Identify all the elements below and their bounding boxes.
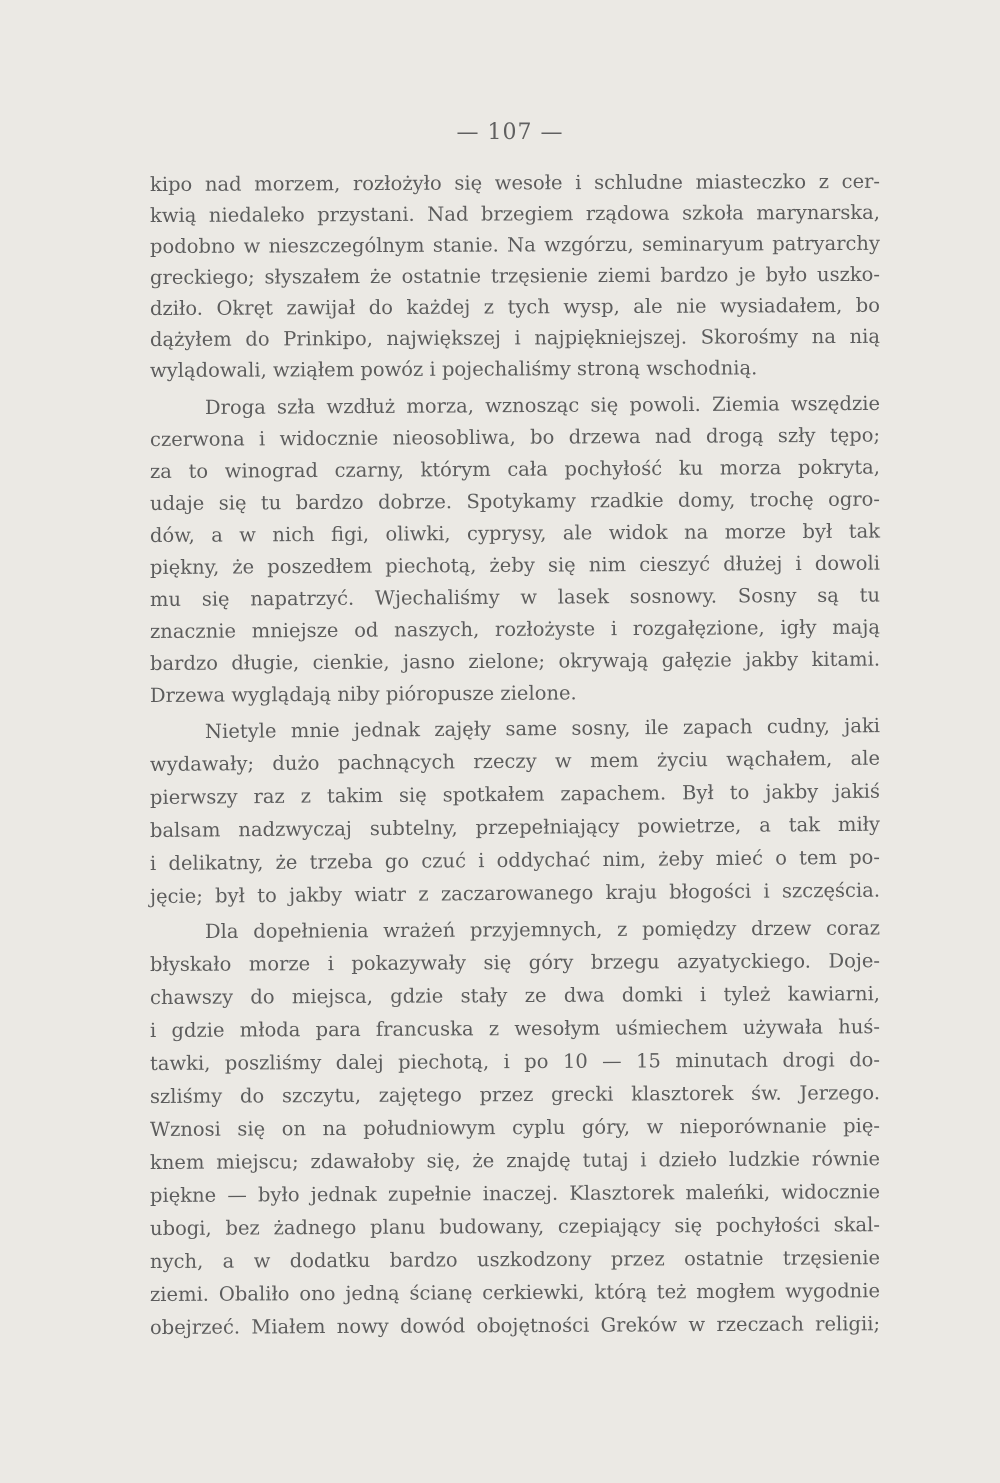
text-line: dążyłem do Prinkipo, największej i najpiękniejszej. Skorośmy na nią	[149, 324, 881, 351]
text-line: dziło. Okręt zawijał do każdej z tych wysp, ale nie wysiadałem, bo	[149, 293, 881, 320]
text-line: jęcie; był to jakby wiatr z zaczarowanego kraju błogości i szczęścia.	[149, 878, 881, 908]
text-line: ziemi. Obaliło ono jedną ścianę cerkiewki, którą też mogłem wygodnie	[149, 1279, 881, 1306]
text-line: czerwona i widocznie nieosobliwa, bo drzewa nad drogą szły tępo;	[149, 423, 881, 451]
text-line: knem miejscu; zdawałoby się, że znajdę tutaj i dzieło ludzkie równie	[149, 1147, 881, 1174]
text-line: obejrzeć. Miałem nowy dowód obojętności Greków w rzeczach religii;	[149, 1312, 881, 1339]
text-line: piękny, że poszedłem piechotą, żeby się nim cieszyć dłużej i dowoli	[149, 551, 881, 579]
text-line: Wznosi się on na południowym cyplu góry, w nieporównanie pię-	[149, 1114, 881, 1141]
text-line: Droga szła wzdłuż morza, wznosząc się powoli. Ziemia wszędzie	[204, 391, 881, 419]
text-line: kipo nad morzem, rozłożyło się wesołe i schludne miasteczko z cer-	[149, 169, 881, 196]
text-line: nych, a w dodatku bardzo uszkodzony przez ostatnie trzęsienie	[149, 1246, 881, 1273]
text-line: dów, a w nich figi, oliwki, cyprysy, ale widok na morze był tak	[149, 519, 881, 547]
text-line: Drzewa wyglądają niby pióropusze zielone.	[149, 681, 577, 707]
text-line: podobno w nieszczególnym stanie. Na wzgórzu, seminaryum patryarchy	[149, 231, 881, 258]
text-line: tawki, poszliśmy dalej piechotą, i po 10 — 15 minutach drogi do-	[149, 1048, 881, 1075]
text-line: znacznie mniejsze od naszych, rozłożyste i rozgałęzione, igły mają	[149, 615, 881, 643]
text-line: greckiego; słyszałem że ostatnie trzęsienie ziemi bardzo je było uszko-	[149, 262, 881, 289]
text-line: piękne — było jednak zupełnie inaczej. Klasztorek maleńki, widocznie	[149, 1180, 881, 1207]
text-line: chawszy do miejsca, gdzie stały ze dwa domki i tyleż kawiarni,	[149, 982, 881, 1009]
text-line: i gdzie młoda para francuska z wesołym uśmiechem używała huś-	[149, 1015, 881, 1042]
text-line: Nietyle mnie jednak zajęły same sosny, ile zapach cudny, jaki	[204, 714, 881, 743]
text-line: szliśmy do szczytu, zajętego przez grecki klasztorek św. Jerzego.	[149, 1081, 881, 1108]
text-line: za to winograd czarny, którym cała pochyłość ku morza pokryta,	[149, 455, 881, 483]
text-line: błyskało morze i pokazywały się góry brzegu azyatyckiego. Doje-	[149, 949, 881, 976]
text-line: ubogi, bez żadnego planu budowany, czepiający się pochyłości skal-	[149, 1213, 881, 1240]
text-line: bardzo długie, cienkie, jasno zielone; okrywają gałęzie jakby kitami.	[149, 647, 881, 675]
text-line: wydawały; dużo pachnących rzeczy w mem życiu wąchałem, ale	[149, 746, 881, 776]
text-line: mu się napatrzyć. Wjechaliśmy w lasek sosnowy. Sosny są tu	[149, 583, 881, 611]
text-line: udaje się tu bardzo dobrze. Spotykamy rzadkie domy, trochę ogro-	[149, 487, 881, 515]
text-line: pierwszy raz z takim się spotkałem zapachem. Był to jakby jakiś	[149, 779, 881, 809]
text-line: Dla dopełnienia wrażeń przyjemnych, z pomiędzy drzew coraz	[204, 916, 881, 943]
page-number: — 107 —	[456, 120, 564, 145]
text-line: i delikatny, że trzeba go czuć i oddychać nim, żeby mieć o tem po-	[149, 845, 881, 875]
text-line: kwią niedaleko przystani. Nad brzegiem rządowa szkoła marynarska,	[149, 200, 881, 227]
text-line: wylądowali, wziąłem powóz i pojechaliśmy stroną wschodnią.	[149, 356, 758, 382]
text-line: balsam nadzwyczaj subtelny, przepełniający powietrze, a tak miły	[149, 812, 881, 842]
